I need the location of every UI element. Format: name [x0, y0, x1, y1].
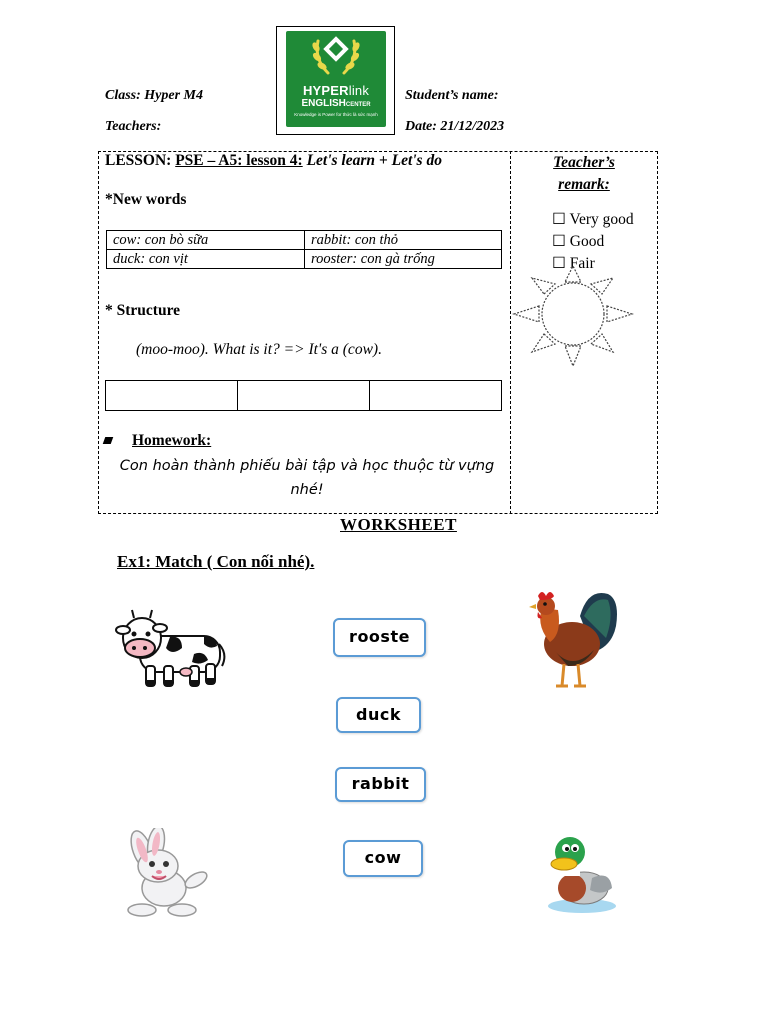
vocab-cell: duck: con vịt: [107, 250, 305, 269]
student-name-label: Student’s name:: [405, 88, 499, 103]
vocab-cell: rabbit: con thỏ: [305, 231, 502, 250]
word-box-duck[interactable]: duck: [336, 697, 421, 733]
word-box-rooster[interactable]: rooste: [333, 618, 426, 657]
class-label: Class: Hyper M4: [105, 88, 203, 103]
homework-text: Con hoàn thành phiếu bài tập và học thuộc từ vựng nhé!: [119, 458, 495, 498]
remark-option-very-good[interactable]: ☐ Very good: [552, 211, 634, 228]
blank-cell[interactable]: [370, 381, 502, 411]
vocab-cell: rooster: con gà trống: [305, 250, 502, 269]
new-words-heading: *New words: [105, 191, 187, 208]
lesson-heading: [105, 152, 442, 170]
logo-text-center: CENTER: [345, 102, 371, 108]
remark-option-good[interactable]: ☐ Good: [552, 233, 605, 250]
table-row: [107, 231, 502, 250]
remark-divider: [510, 151, 511, 514]
word-box-cow[interactable]: cow: [343, 840, 423, 877]
blank-cell[interactable]: [106, 381, 238, 411]
sun-icon: [512, 262, 636, 372]
lesson-prefix: LESSON:: [105, 152, 172, 169]
homework-heading: Homework:: [132, 432, 212, 449]
duck-picture[interactable]: [544, 826, 620, 916]
cow-picture[interactable]: [112, 604, 228, 692]
structure-pattern: (moo-moo). What is it? => It's a (cow).: [136, 341, 382, 358]
table-row: [107, 250, 502, 269]
structure-heading: * Structure: [105, 302, 181, 319]
lesson-code: PSE – A5: lesson 4:: [175, 152, 303, 169]
blank-answer-table: [105, 380, 502, 411]
hyperlink-logo: [286, 31, 386, 127]
exercise-1-title: Ex1: Match ( Con nối nhé).: [117, 552, 315, 571]
remark-option-fair[interactable]: ☐ Fair: [552, 255, 595, 272]
table-row: [106, 381, 502, 411]
teachers-label: Teachers:: [105, 119, 162, 134]
rooster-picture[interactable]: [528, 586, 622, 692]
blank-cell[interactable]: [238, 381, 370, 411]
lesson-title: Let's learn + Let's do: [306, 152, 442, 169]
logo-tagline: Knowledge is Power for thức là sức mạnh: [294, 112, 378, 117]
word-box-rabbit[interactable]: rabbit: [335, 767, 426, 802]
logo-text-link: link: [348, 83, 370, 98]
laurel-icon: [286, 31, 386, 81]
worksheet-title: WORKSHEET: [340, 515, 457, 534]
logo-frame: [276, 26, 395, 135]
vocab-table: [106, 230, 502, 269]
teacher-remark-heading: Teacher’s remark:: [553, 154, 615, 193]
logo-text-english: ENGLISH: [301, 98, 346, 109]
rabbit-picture[interactable]: [122, 828, 218, 918]
date-label: Date: 21/12/2023: [405, 119, 505, 134]
vocab-cell: cow: con bò sữa: [107, 231, 305, 250]
logo-text-hyper: HYPER: [302, 83, 349, 98]
